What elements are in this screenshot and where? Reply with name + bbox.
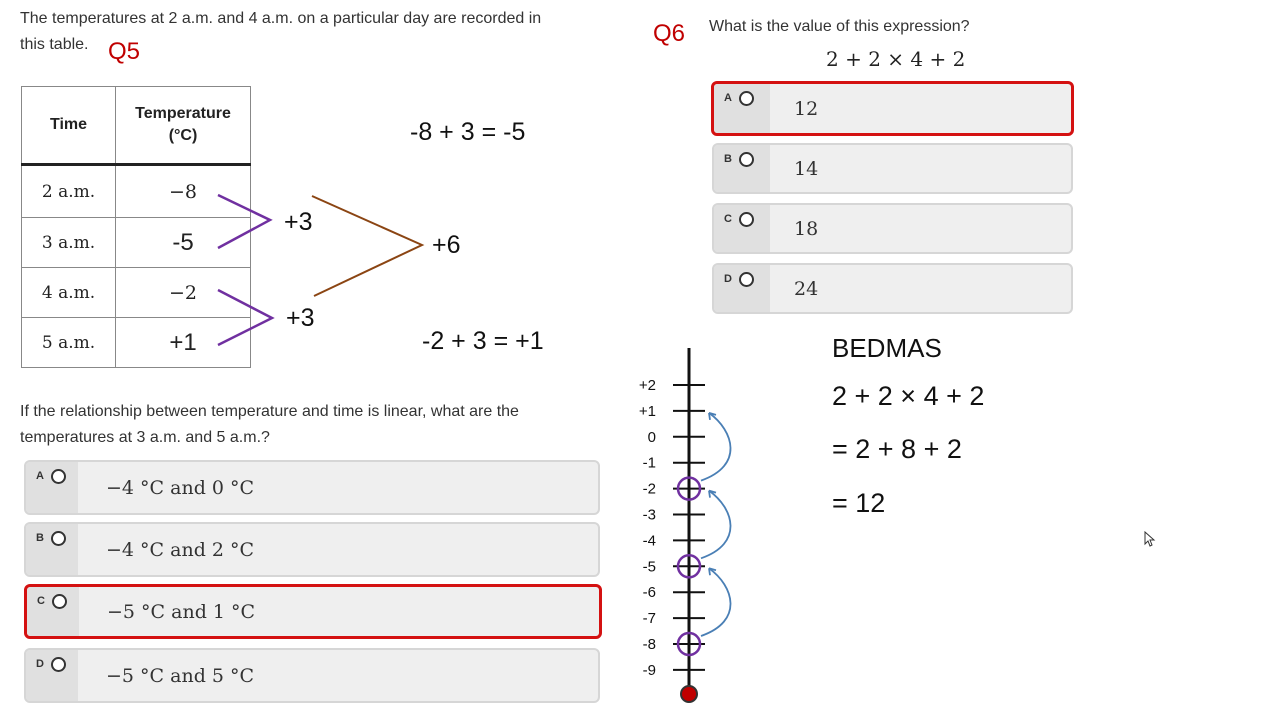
radio-button[interactable] (739, 152, 754, 167)
number-line-label: -8 (642, 636, 656, 653)
choice-letter: D (36, 658, 44, 670)
jump-arrow (701, 491, 731, 559)
q5-label: Q5 (108, 38, 141, 65)
choice-letter: B (36, 532, 44, 544)
number-line-label: -9 (642, 661, 656, 679)
number-line-label: +1 (638, 402, 656, 420)
number-line-label: -2 (642, 480, 656, 498)
q5-choice-c[interactable] (24, 584, 602, 639)
q5-question-line2: temperatures at 3 a.m. and 5 a.m.? (20, 429, 270, 446)
choice-letter: B (724, 153, 732, 165)
q6-choice-a[interactable] (711, 81, 1074, 136)
choice-text: 14 (794, 157, 819, 180)
number-line (620, 340, 760, 710)
number-line-label: +2 (638, 377, 656, 394)
q5-prompt-line1: The temperatures at 2 a.m. and 4 a.m. on a particular day are recorded in (20, 10, 542, 27)
q6-prompt: What is the value of this expression? (709, 18, 970, 35)
radio-button[interactable] (739, 91, 754, 106)
bedmas-title: BEDMAS (832, 333, 942, 363)
choice-text: 12 (794, 97, 819, 120)
jump-arrow (701, 413, 731, 481)
q5-question (20, 399, 620, 451)
table-cell-time: 5 a.m. (22, 318, 116, 368)
number-line-label: -3 (642, 506, 656, 524)
mouse-cursor-icon (1144, 531, 1156, 547)
radio-button[interactable] (51, 469, 66, 484)
annotation-step1: +3 (284, 208, 313, 236)
bracket-purple-top (218, 195, 270, 248)
table-header-temperature: Temperature (°C) (116, 87, 251, 165)
radio-button[interactable] (739, 272, 754, 287)
choice-text: −4 °C and 0 °C (106, 476, 255, 499)
choice-letter: D (724, 273, 732, 285)
annotation-brackets (0, 0, 640, 380)
choice-text: 18 (794, 217, 819, 240)
choice-text: −5 °C and 1 °C (107, 600, 256, 623)
number-line-label: -1 (642, 454, 656, 472)
number-line-label: -7 (642, 610, 656, 628)
q6-expression: 2 + 2 × 4 + 2 (826, 47, 966, 71)
choice-text: −5 °C and 5 °C (106, 664, 255, 687)
number-line-end-dot (681, 686, 697, 702)
radio-button[interactable] (51, 531, 66, 546)
choice-letter: A (36, 470, 44, 482)
table-header-time: Time (22, 87, 116, 165)
bracket-purple-bottom (218, 290, 272, 345)
choice-text: −4 °C and 2 °C (106, 538, 255, 561)
annotation-total: +6 (432, 231, 461, 259)
annotation-step2: +3 (286, 304, 315, 332)
q6-label: Q6 (653, 20, 686, 47)
table-cell-time: 3 a.m. (22, 218, 116, 268)
table-cell-time: 4 a.m. (22, 268, 116, 318)
choice-letter: C (37, 595, 45, 607)
jump-arrow (701, 568, 731, 636)
bedmas-step2: = 2 + 8 + 2 (832, 434, 962, 464)
number-line-graphic (620, 340, 760, 710)
radio-button[interactable] (739, 212, 754, 227)
q6-choice-d[interactable] (712, 263, 1073, 314)
choice-letter: A (724, 92, 732, 104)
radio-button[interactable] (52, 594, 67, 609)
table-cell-temp: −2 (116, 268, 251, 318)
number-line-label: -6 (642, 584, 656, 602)
choice-letter: C (724, 213, 732, 225)
q5-prompt-line2: this table. (20, 36, 89, 53)
table-cell-temp: +1 (116, 318, 251, 368)
table-cell-time: 2 a.m. (22, 165, 116, 218)
q5-choice-d[interactable] (24, 648, 600, 703)
annotation-eq2: -2 + 3 = +1 (422, 327, 544, 355)
q5-question-line1: If the relationship between temperature and time is linear, what are the (20, 403, 519, 420)
table-cell-temp: -5 (116, 218, 251, 268)
number-line-label: -5 (642, 558, 656, 576)
q6-choice-b[interactable] (712, 143, 1073, 194)
number-line-label: -4 (642, 532, 656, 550)
bedmas-step1: 2 + 2 × 4 + 2 (832, 381, 985, 411)
q6-choice-c[interactable] (712, 203, 1073, 254)
choice-text: 24 (794, 277, 819, 300)
q5-choice-b[interactable] (24, 522, 600, 577)
q5-choice-a[interactable] (24, 460, 600, 515)
number-line-label: 0 (647, 428, 656, 446)
bracket-brown (312, 196, 422, 296)
table-cell-temp: −8 (116, 165, 251, 218)
radio-button[interactable] (51, 657, 66, 672)
annotation-eq1: -8 + 3 = -5 (410, 118, 526, 146)
bedmas-step3: = 12 (832, 488, 886, 518)
